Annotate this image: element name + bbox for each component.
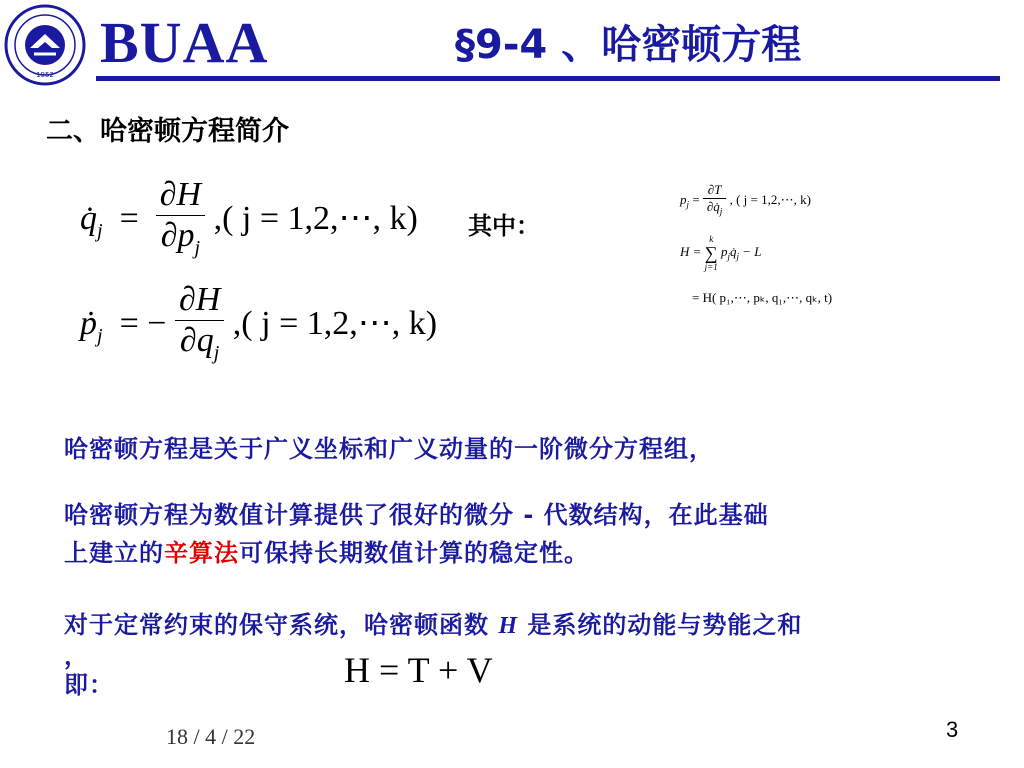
energy-sum-formula: H = T + V — [344, 650, 493, 690]
eq2-equals: = — [111, 305, 148, 343]
p2-line2 — [64, 534, 964, 572]
def-h-lhs: H = — [680, 243, 702, 259]
def-p-den-sub: j — [719, 206, 723, 217]
def-p-den — [703, 199, 726, 220]
def-h-q: q̇ — [730, 243, 737, 259]
p3-var: H — [498, 613, 519, 639]
eq2-den-sub: j — [213, 341, 220, 364]
p2-pre: 上建立的 — [64, 539, 164, 567]
eq1-denominator — [156, 216, 205, 268]
hamiltonian-definition — [680, 234, 762, 272]
def-p-den-text: ∂q̇ — [706, 199, 720, 214]
p2-line1: 哈密顿方程为数值计算提供了很好的微分 - 代数结构，在此基础 — [64, 501, 769, 529]
def-h-body-sub: j — [727, 251, 731, 262]
eq2-range: ,( j = 1,2,⋯, k) — [232, 305, 438, 343]
university-seal-icon — [4, 4, 86, 86]
symplectic-highlight: 辛算法 — [164, 539, 239, 567]
where-label: 其中： — [468, 212, 540, 240]
def-h-body: p — [721, 243, 728, 259]
eq2-fraction — [175, 280, 224, 373]
p3-post: 是系统的动能与势能之和 — [518, 611, 803, 639]
def-p-num: ∂T — [703, 182, 726, 199]
slide-date: 18 / 4 / 22 — [166, 724, 256, 749]
eq1-numerator: ∂H — [156, 175, 205, 216]
eq2-numerator: ∂H — [175, 280, 224, 321]
momentum-definition — [680, 182, 811, 220]
eq1-lhs-sub: j — [97, 220, 103, 242]
def-p-range: , ( j = 1,2,⋯, k) — [729, 191, 811, 207]
eq2-sign: − — [147, 305, 167, 343]
def-p-sub: j — [686, 199, 690, 210]
brand-name: BUAA — [100, 10, 269, 75]
header-divider — [96, 76, 1000, 81]
page-number: 3 — [946, 717, 959, 742]
eq2-denominator — [175, 321, 224, 373]
eq1-lhs: q̇ — [80, 200, 97, 238]
paragraph-first-order: 哈密顿方程是关于广义坐标和广义动量的一阶微分方程组， — [64, 435, 714, 463]
slide-title: §9-4 、哈密顿方程 — [455, 22, 802, 68]
def-p-fraction — [703, 182, 726, 220]
p3-comma: ， — [64, 642, 89, 670]
def-h-tail: − L — [742, 243, 762, 259]
paragraph-conservative — [64, 606, 984, 703]
paragraph-symplectic — [64, 496, 964, 572]
eq1-range: ,( j = 1,2,⋯, k) — [213, 200, 418, 238]
eq1-den-text: ∂p — [160, 217, 195, 254]
def-h-sum-top: k — [709, 234, 714, 244]
p3-pre: 对于定常约束的保守系统，哈密顿函数 — [64, 611, 499, 639]
def-p-equals: = — [692, 191, 703, 207]
hamilton-equation-q — [80, 175, 418, 268]
eq2-lhs-sub: j — [97, 325, 103, 347]
def-h-sum — [705, 234, 718, 272]
eq1-den-sub: j — [194, 236, 201, 259]
eq2-den-text: ∂q — [179, 322, 214, 359]
hamilton-equation-p — [80, 280, 437, 373]
sigma-icon: ∑ — [704, 243, 718, 263]
p3-line1 — [64, 606, 984, 645]
def-h-sum-bottom: j=1 — [704, 262, 718, 272]
seal-year: 1952 — [36, 71, 54, 79]
eq1-fraction — [156, 175, 205, 268]
def-p-lhs: p — [680, 191, 687, 207]
eq2-lhs: ṗ — [80, 305, 97, 343]
p3-next: 即： — [64, 671, 114, 699]
section-title: 二、哈密顿方程简介 — [46, 116, 289, 147]
hamiltonian-arguments: = H( p₁,⋯, pₖ, q₁,⋯, qₖ, t) — [692, 290, 833, 305]
def-h-q-sub: j — [736, 251, 740, 262]
p2-post: 可保持长期数值计算的稳定性。 — [239, 539, 589, 567]
eq1-equals: = — [111, 200, 148, 238]
